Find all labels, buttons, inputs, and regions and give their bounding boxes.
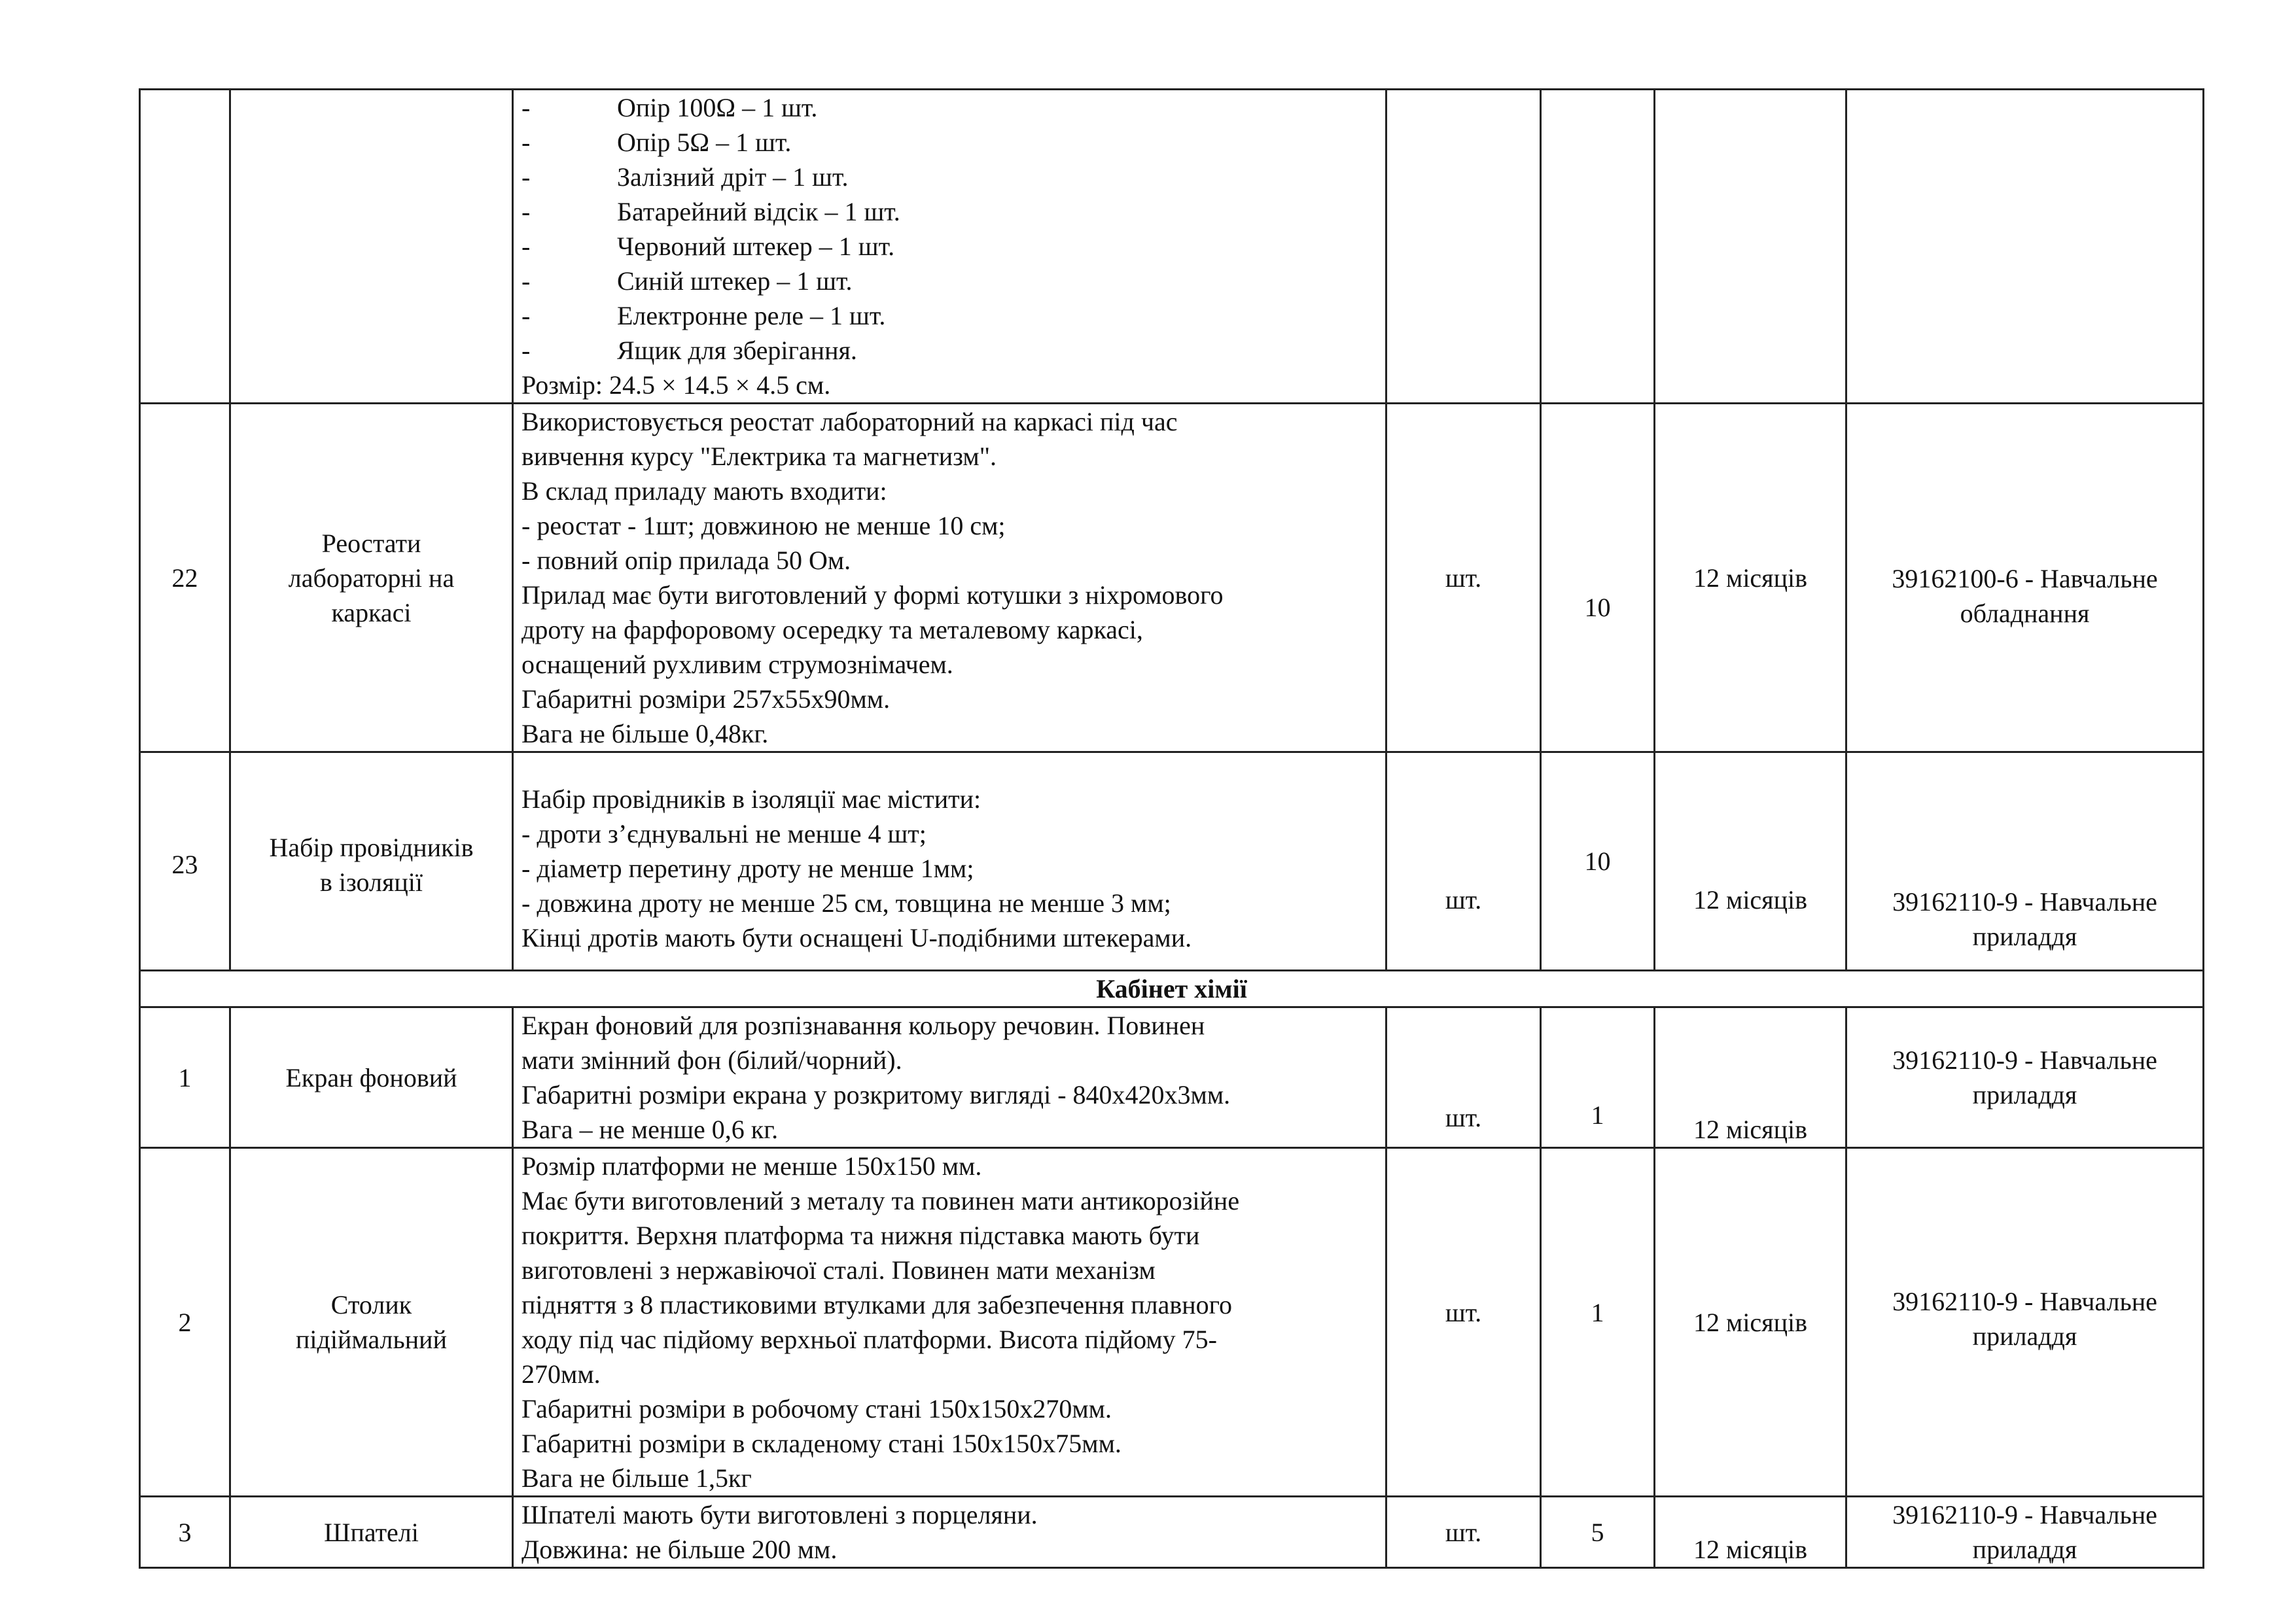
item-number: 22 xyxy=(140,404,230,752)
item-name: Шпателі xyxy=(230,1497,513,1568)
item-quantity: 10 xyxy=(1541,752,1655,971)
item-term xyxy=(1655,90,1846,404)
table-row xyxy=(140,1148,2204,1497)
item-unit xyxy=(1386,90,1541,404)
item-description: Екран фоновий для розпізнавання кольору речовин. Повинен мати змінний фон (білий/чорний). Габаритні розміри екрана у розкритому вигляді - 840х420х3мм. Вага – не менше 0,6 кг. xyxy=(513,1007,1386,1148)
item-description: Розмір платформи не менше 150х150 мм. Має бути виготовлений з металу та повинен мати антикорозійне покриття. Верхня платформа та нижня підставка мають бути виготовлені з нержавіючої сталі. Повинен мати механізм підняття з 8 пластиковими втулками для забезпечення плавного ходу під час підйому верхньої платформи. Висота підйому 75- 270мм. Габаритні розміри в робочому стані 150х150х270мм. Габаритні розміри в складеному стані 150х150х75мм. Вага не більше 1,5кг xyxy=(513,1148,1386,1497)
item-name: Екран фоновий xyxy=(230,1007,513,1148)
item-quantity: 5 xyxy=(1541,1497,1655,1568)
item-unit: шт. xyxy=(1386,1148,1541,1497)
item-code: 39162110-9 - Навчальне приладдя xyxy=(1846,1148,2204,1497)
item-code xyxy=(1846,90,2204,404)
item-name: Столик підіймальний xyxy=(230,1148,513,1497)
item-term: 12 місяців xyxy=(1655,752,1846,971)
list-item: - Опір 100Ω – 1 шт. xyxy=(521,93,818,122)
item-quantity: 1 xyxy=(1541,1148,1655,1497)
list-item: - Синій штекер – 1 шт. xyxy=(521,266,853,296)
list-item: - Опір 5Ω – 1 шт. xyxy=(521,128,792,157)
item-description xyxy=(513,90,1386,404)
item-number: 23 xyxy=(140,752,230,971)
item-description: Набір провідників в ізоляції має містити: - дроти з’єднувальні не менше 4 шт; - діаметр перетину дроту не менше 1мм; - довжина дроту не менше 25 см, товщина не менше 3 мм; Кінці дротів мають бути оснащені U-подібними штекерами. xyxy=(513,752,1386,971)
table-row xyxy=(140,90,2204,404)
specification-table xyxy=(139,88,2204,1569)
item-quantity xyxy=(1541,90,1655,404)
item-number xyxy=(140,90,230,404)
item-code: 39162110-9 - Навчальне приладдя xyxy=(1846,752,2204,971)
item-term: 12 місяців xyxy=(1655,1148,1846,1497)
item-term: 12 місяців xyxy=(1655,1007,1846,1148)
item-code: 39162110-9 - Навчальне приладдя xyxy=(1846,1007,2204,1148)
table-row xyxy=(140,404,2204,752)
item-name: Реостати лабораторні на каркасі xyxy=(230,404,513,752)
list-item: - Залізний дріт – 1 шт. xyxy=(521,162,849,192)
item-unit: шт. xyxy=(1386,1007,1541,1148)
item-unit: шт. xyxy=(1386,1497,1541,1568)
item-code: 39162100-6 - Навчальне обладнання xyxy=(1846,404,2204,752)
item-term: 12 місяців xyxy=(1655,404,1846,752)
item-unit: шт. xyxy=(1386,404,1541,752)
size-line: Розмір: 24.5 × 14.5 × 4.5 см. xyxy=(521,370,831,400)
list-item: - Ящик для зберігання. xyxy=(521,336,857,365)
item-term: 12 місяців xyxy=(1655,1497,1846,1568)
item-description: Шпателі мають бути виготовлені з порцеляни. Довжина: не більше 200 мм. xyxy=(513,1497,1386,1568)
item-name xyxy=(230,90,513,404)
item-description: Використовується реостат лабораторний на каркасі під час вивчення курсу "Електрика та магнетизм". В склад приладу мають входити: - реостат - 1шт; довжиною не менше 10 см; - повний опір прилада 50 Ом. Прилад має бути виготовлений у формі котушки з ніхромового дроту на фарфоровому осередку та металевому каркасі, оснащений рухливим струмознімачем. Габаритні розміри 257х55х90мм. Вага не більше 0,48кг. xyxy=(513,404,1386,752)
item-quantity: 10 xyxy=(1541,404,1655,752)
list-item: - Електронне реле – 1 шт. xyxy=(521,301,886,330)
item-quantity: 1 xyxy=(1541,1007,1655,1148)
item-code: 39162110-9 - Навчальне приладдя xyxy=(1846,1497,2204,1568)
section-header-row xyxy=(140,971,2204,1007)
table-row xyxy=(140,1497,2204,1568)
section-title: Кабінет хімії xyxy=(140,971,2204,1007)
list-item: - Червоний штекер – 1 шт. xyxy=(521,232,895,261)
item-number: 3 xyxy=(140,1497,230,1568)
item-name: Набір провідників в ізоляції xyxy=(230,752,513,971)
table-row xyxy=(140,752,2204,971)
item-unit: шт. xyxy=(1386,752,1541,971)
item-number: 2 xyxy=(140,1148,230,1497)
list-item: - Батарейний відсік – 1 шт. xyxy=(521,197,900,226)
table-row xyxy=(140,1007,2204,1148)
item-number: 1 xyxy=(140,1007,230,1148)
